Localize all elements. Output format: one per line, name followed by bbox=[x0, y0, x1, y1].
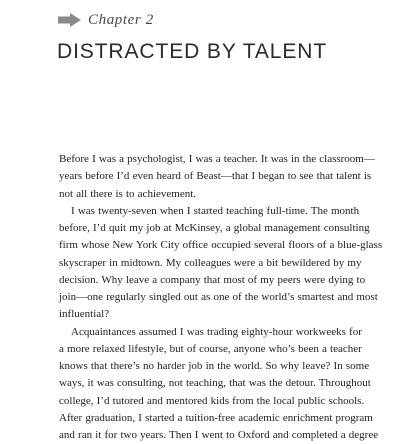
text-line: and ran it for two years. Then I went to Oxford and completed a degree bbox=[59, 427, 349, 444]
paragraph bbox=[59, 324, 349, 444]
text-line: influential? bbox=[59, 306, 349, 323]
text-line: college, I’d tutored and mentored kids from the local public schools. bbox=[59, 393, 349, 410]
chapter-label: Chapter 2 bbox=[88, 11, 154, 29]
text-line: firm whose New York City office occupied several floors of a blue-glass bbox=[59, 237, 349, 254]
text-line: decision. Why leave a company that most of my peers were dying to bbox=[59, 272, 349, 289]
text-line: knows that there’s no harder job in the world. So why leave? In some bbox=[59, 358, 349, 375]
text-line: years before I’d even heard of Beast—that I began to see that talent is bbox=[59, 168, 349, 185]
text-line: I was twenty-seven when I started teaching full-time. The month bbox=[59, 203, 349, 220]
arrow-right-icon bbox=[58, 13, 81, 27]
text-line: join—one regularly singled out as one of the world’s smartest and most bbox=[59, 289, 349, 306]
chapter-title: DISTRACTED BY TALENT bbox=[57, 40, 327, 64]
chapter-heading bbox=[58, 11, 154, 29]
text-line: ways, it was consulting, not teaching, that was the detour. Throughout bbox=[59, 375, 349, 392]
body-text bbox=[59, 151, 349, 444]
text-line: skyscraper in midtown. My colleagues were a bit bewildered by my bbox=[59, 255, 349, 272]
paragraph bbox=[59, 203, 349, 324]
text-line: After graduation, I started a tuition-free academic enrichment program bbox=[59, 410, 349, 427]
text-line: before, I’d quit my job at McKinsey, a global management consulting bbox=[59, 220, 349, 237]
text-line: not all there is to achievement. bbox=[59, 186, 349, 203]
text-line: Acquaintances assumed I was trading eighty-hour workweeks for bbox=[59, 324, 349, 341]
text-line: Before I was a psychologist, I was a teacher. It was in the classroom— bbox=[59, 151, 349, 168]
paragraph bbox=[59, 151, 349, 203]
text-line: a more relaxed lifestyle, but of course, anyone who’s been a teacher bbox=[59, 341, 349, 358]
